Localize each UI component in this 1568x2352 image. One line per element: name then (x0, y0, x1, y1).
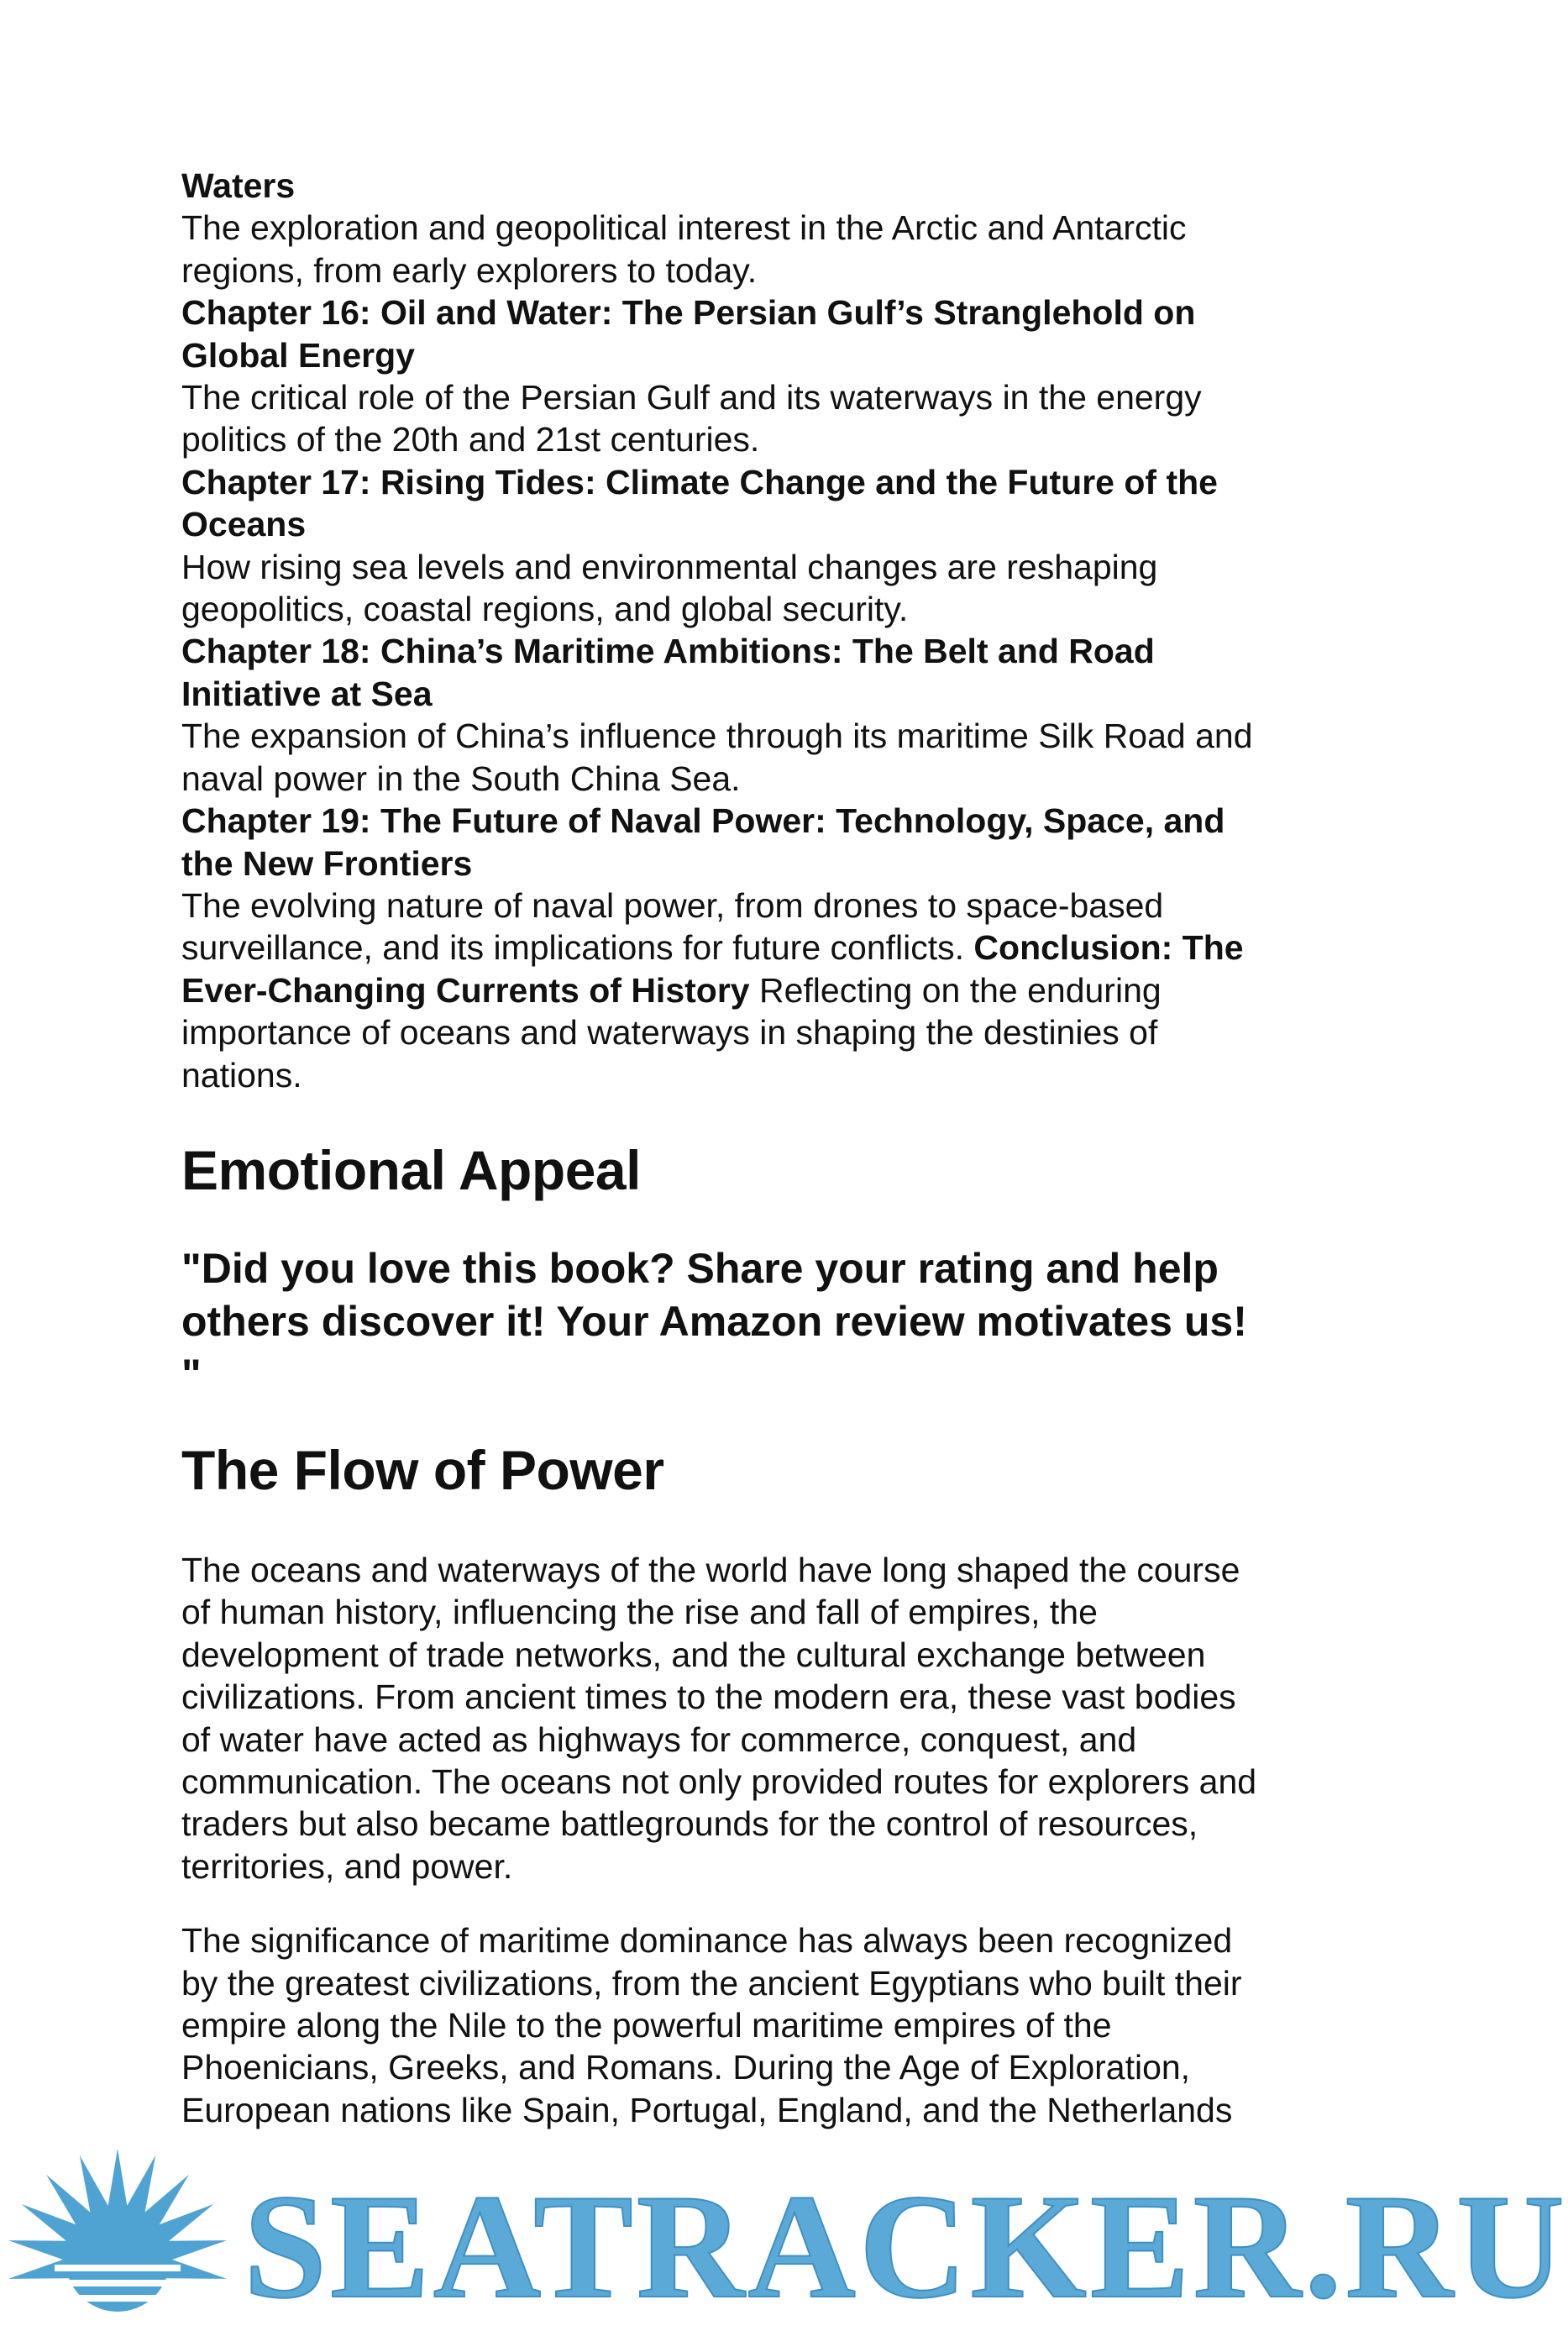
emotional-appeal-quote: "Did you love this book? Share your rating and help others discover it! Your Amazon review motivates us! " (181, 1244, 1247, 1398)
toc-entry-title: Chapter 18: China’s Maritime Ambitions: The Belt and Road Initiative at Sea (181, 632, 1155, 713)
toc-conclusion-title: Conclusion: The Ever-Changing Currents of History (181, 928, 1244, 1010)
toc-entry-description-text: The evolving nature of naval power, from drones to space-based surveillance, and its implications for future conflicts. (181, 885, 1164, 968)
toc-entry-description (181, 885, 1265, 1096)
toc-entry-title: Chapter 17: Rising Tides: Climate Change and the Future of the Oceans (181, 462, 1218, 544)
page-content (181, 165, 1265, 2131)
toc-conclusion-description: Reflecting on the enduring importance of oceans and waterways in shaping the destinies of nations. (181, 970, 1162, 1095)
toc-entry-title: Waters (181, 166, 296, 205)
toc-entry-description: The expansion of China’s influence through its maritime Silk Road and naval power in the South China Sea. (181, 717, 1253, 798)
flow-of-power-heading: The Flow of Power (181, 1438, 664, 1501)
toc-entry-title: Chapter 16: Oil and Water: The Persian Gulf’s Stranglehold on Global Energy (181, 293, 1196, 375)
body-paragraph: The oceans and waterways of the world have long shaped the course of human history, influencing the rise and fall of empires, the development of trade networks, and the cultural exchange between civilizations. From ancient times to the modern era, these vast bodies of water have acted as highways for commerce, conquest, and communication. The oceans not only provided routes for explorers and traders but also became battlegrounds for the control of resources, territories, and power. (181, 1550, 1257, 1886)
toc-entry-description: The critical role of the Persian Gulf and its waterways in the energy politics of the 20th and 21st centuries. (181, 378, 1202, 459)
table-of-contents (181, 165, 1265, 1096)
watermark-text: SEATRACKER.RU (244, 2163, 1568, 2329)
toc-entry-description: The exploration and geopolitical interest in the Arctic and Antarctic regions, from early explorers to today. (181, 208, 1187, 290)
toc-entry-title: Chapter 19: The Future of Naval Power: Technology, Space, and the New Frontiers (181, 801, 1225, 883)
toc-entry-description: How rising sea levels and environmental changes are reshaping geopolitics, coastal regions, and global security. (181, 547, 1158, 629)
emotional-appeal-heading: Emotional Appeal (181, 1138, 641, 1201)
body-paragraph: The significance of maritime dominance has always been recognized by the greatest civilizations, from the ancient Egyptians who built their empire along the Nile to the powerful maritime empires of the Phoenicians, Greeks, and Romans. During the Age of Exploration, European nations like Spain, Portugal, England, and the Netherlands (181, 1921, 1242, 2129)
